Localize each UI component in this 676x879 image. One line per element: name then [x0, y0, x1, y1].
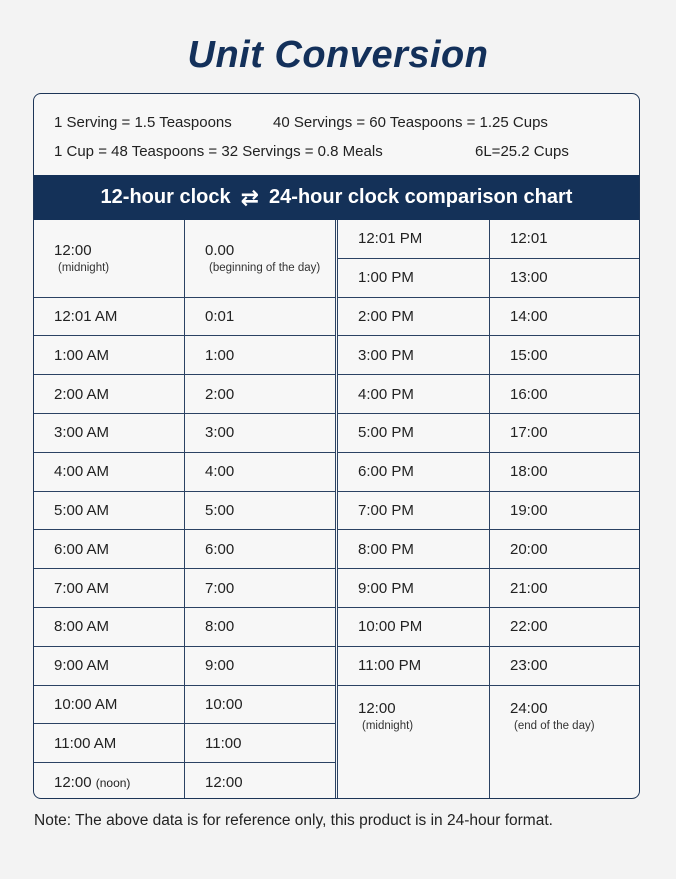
time-value: 15:00 [510, 346, 548, 364]
time-value: 8:00 AM [54, 618, 110, 636]
table-cell [185, 763, 335, 799]
table-cell [185, 453, 335, 492]
time-value: 7:00 PM [358, 501, 414, 519]
time-value: 10:00 AM [54, 695, 118, 713]
footnote: Note: The above data is for reference only, this product is in 24-hour format. [34, 812, 553, 829]
time-value: 12:00 [54, 774, 92, 792]
left-24-hour-column [185, 220, 335, 799]
time-value: 5:00 AM [54, 501, 110, 519]
time-note: (midnight) [362, 719, 414, 732]
column-divider [335, 220, 336, 799]
table-cell [34, 530, 184, 569]
table-cell [34, 298, 184, 337]
time-value: 1:00 AM [54, 346, 110, 364]
time-value: 3:00 PM [358, 346, 414, 364]
time-value: 4:00 [205, 463, 235, 481]
conversion-40-servings: 40 Servings = 60 Teaspoons = 1.25 Cups [273, 114, 548, 131]
time-value: 13:00 [510, 269, 548, 287]
time-value: 24:00 [510, 699, 548, 717]
table-cell [338, 492, 489, 531]
time-value: 6:00 [205, 540, 235, 558]
time-value: 7:00 AM [54, 579, 110, 597]
conversion-6l: 6L=25.2 Cups [475, 143, 569, 160]
time-value: 5:00 PM [358, 424, 414, 442]
time-value: 4:00 PM [358, 385, 414, 403]
table-cell [34, 569, 184, 608]
time-value: 8:00 PM [358, 540, 414, 558]
time-value: 11:00 PM [358, 657, 422, 675]
table-cell [34, 220, 184, 298]
time-value: 19:00 [510, 501, 548, 519]
table-cell [338, 414, 489, 453]
table-cell [34, 336, 184, 375]
table-cell [338, 220, 489, 259]
time-value: 23:00 [510, 657, 548, 675]
time-value: 10:00 PM [358, 618, 423, 636]
table-cell [490, 336, 639, 375]
right-24-hour-column [490, 220, 639, 799]
table-cell [338, 453, 489, 492]
table-cell [34, 686, 184, 725]
table-cell [338, 298, 489, 337]
table-cell [34, 414, 184, 453]
table-cell [185, 414, 335, 453]
conversion-serving: 1 Serving = 1.5 Teaspoons [54, 114, 232, 131]
table-cell [34, 453, 184, 492]
conversion-cup: 1 Cup = 48 Teaspoons = 32 Servings = 0.8 Meals [54, 143, 383, 160]
time-value: 22:00 [510, 618, 548, 636]
time-value: 9:00 PM [358, 579, 414, 597]
time-value: 0.00 [205, 242, 235, 260]
table-cell [490, 375, 639, 414]
time-value: 1:00 [205, 346, 235, 364]
time-value: 12:01 AM [54, 307, 118, 325]
time-value: 11:00 AM [54, 734, 117, 752]
time-value: 9:00 [205, 657, 235, 675]
time-value: 6:00 AM [54, 540, 110, 558]
time-value: 12:01 PM [358, 230, 423, 248]
table-cell [490, 492, 639, 531]
time-value: 1:00 PM [358, 269, 414, 287]
time-value: 3:00 [205, 424, 235, 442]
conversion-card [33, 93, 640, 799]
column-divider [337, 220, 338, 799]
table-cell [490, 220, 639, 259]
column-divider [489, 220, 490, 799]
page-title: Unit Conversion [187, 34, 489, 76]
table-cell [338, 608, 489, 647]
table-cell [490, 259, 639, 298]
table-cell [185, 686, 335, 725]
time-value: 6:00 PM [358, 463, 414, 481]
table-cell [338, 336, 489, 375]
table-cell [490, 453, 639, 492]
time-value: 2:00 [205, 385, 235, 403]
time-note: (end of the day) [514, 719, 595, 732]
table-cell [34, 647, 184, 686]
time-value: 7:00 [205, 579, 235, 597]
table-cell [34, 608, 184, 647]
table-cell [490, 298, 639, 337]
time-value: 12:00 [358, 699, 396, 717]
time-value: 5:00 [205, 501, 235, 519]
time-value: 4:00 AM [54, 463, 110, 481]
time-value: 21:00 [510, 579, 548, 597]
time-value: 12:00 [54, 242, 92, 260]
table-cell [338, 530, 489, 569]
table-cell [338, 647, 489, 686]
clock-comparison-table [34, 220, 639, 799]
time-value: 10:00 [205, 695, 243, 713]
table-cell [490, 608, 639, 647]
table-cell [185, 724, 335, 763]
time-value: 12:01 [510, 230, 548, 248]
table-cell [185, 492, 335, 531]
table-cell [490, 647, 639, 686]
table-cell [185, 530, 335, 569]
time-value: 9:00 AM [54, 657, 110, 675]
time-value: 2:00 AM [54, 385, 110, 403]
time-value: 11:00 [205, 734, 242, 752]
table-cell [338, 686, 489, 799]
table-cell [185, 298, 335, 337]
clock-chart-banner [34, 175, 639, 220]
table-cell [490, 569, 639, 608]
table-cell [34, 492, 184, 531]
table-cell [34, 375, 184, 414]
time-value: 20:00 [510, 540, 548, 558]
table-cell [338, 259, 489, 298]
table-cell [185, 569, 335, 608]
table-cell [490, 530, 639, 569]
banner-24-hour-label: 24-hour clock comparison chart [269, 186, 573, 208]
time-value: 0:01 [205, 307, 235, 325]
table-cell [185, 647, 335, 686]
table-cell [338, 375, 489, 414]
time-value: 2:00 PM [358, 307, 414, 325]
table-cell [34, 763, 184, 799]
table-cell [185, 608, 335, 647]
time-value: 18:00 [510, 463, 548, 481]
time-note: (beginning of the day) [209, 262, 321, 275]
table-cell [490, 686, 639, 799]
time-note: (midnight) [58, 262, 110, 275]
table-cell [34, 724, 184, 763]
time-value: 3:00 AM [54, 424, 110, 442]
banner-12-hour-label: 12-hour clock [100, 186, 231, 208]
column-divider [184, 220, 185, 799]
time-value: 8:00 [205, 618, 235, 636]
time-value: 17:00 [510, 424, 548, 442]
time-note: (noon) [95, 776, 131, 791]
table-cell [185, 336, 335, 375]
time-value: 14:00 [510, 307, 548, 325]
right-12-hour-column [338, 220, 489, 799]
table-cell [185, 375, 335, 414]
table-cell [490, 414, 639, 453]
table-cell [185, 220, 335, 298]
time-value: 12:00 [205, 774, 243, 792]
swap-arrows-icon: ⇄ [240, 184, 260, 210]
table-cell [338, 569, 489, 608]
time-value: 16:00 [510, 385, 548, 403]
left-12-hour-column [34, 220, 184, 799]
